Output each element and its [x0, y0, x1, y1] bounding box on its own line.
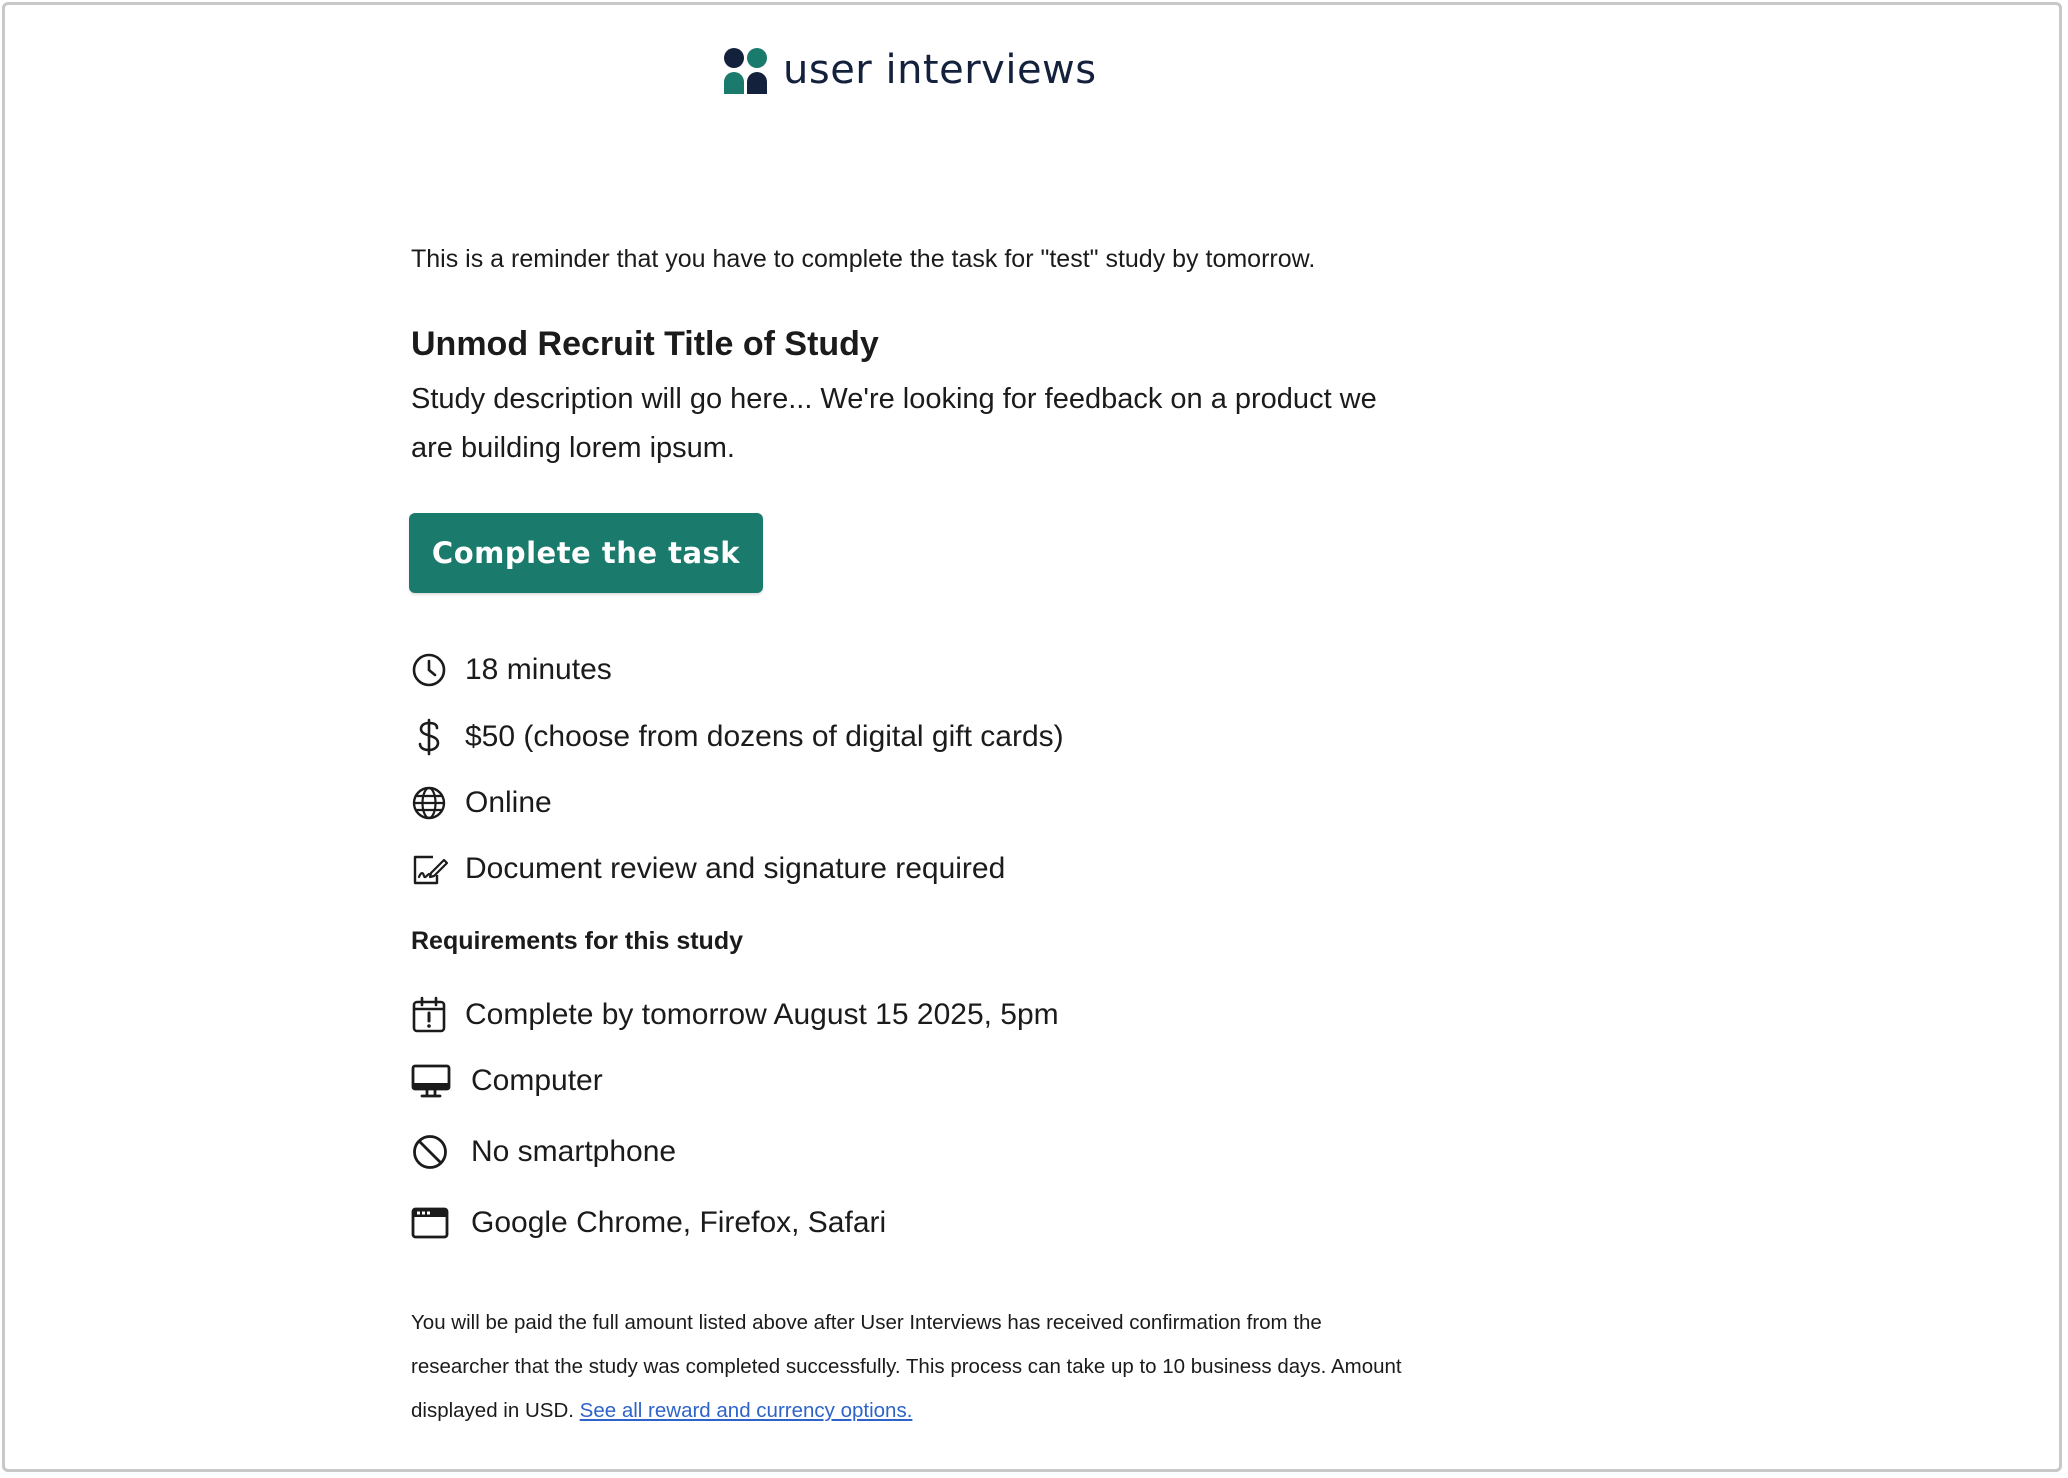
- location-label: Online: [465, 786, 552, 819]
- signature-document-icon: [411, 849, 451, 889]
- browser-window-icon: [411, 1203, 451, 1243]
- calendar-alert-icon: [411, 995, 451, 1035]
- payment-note-text: You will be paid the full amount listed above after User Interviews has received confirmation from the researcher that the study was completed successfully. This process can take up to 10 business days. Amount displayed in USD.: [411, 1311, 1402, 1422]
- monitor-icon: [411, 1061, 451, 1101]
- study-description: Study description will go here... We're looking for feedback on a product we are building lorem ipsum.: [411, 383, 1377, 464]
- brand-name: user interviews: [783, 47, 1097, 93]
- payment-note: [411, 1301, 1411, 1433]
- study-title: Unmod Recruit Title of Study: [411, 325, 879, 363]
- document-label: Document review and signature required: [465, 852, 1006, 885]
- globe-icon: [411, 783, 451, 823]
- detail-document: [411, 847, 1005, 891]
- requirement-smartphone: [411, 1130, 676, 1174]
- requirement-browsers: [411, 1201, 886, 1245]
- browsers-label: Google Chrome, Firefox, Safari: [471, 1206, 887, 1239]
- reward-options-link[interactable]: See all reward and currency options.: [579, 1399, 913, 1422]
- brand-logo[interactable]: [721, 43, 1097, 97]
- duration-label: 18 minutes: [465, 653, 612, 686]
- deadline-label: Complete by tomorrow August 15 2025, 5pm: [465, 998, 1059, 1031]
- requirements-heading: Requirements for this study: [411, 927, 743, 955]
- reward-label: $50 (choose from dozens of digital gift cards): [465, 720, 1064, 753]
- detail-reward: [411, 715, 1064, 759]
- requirement-device: [411, 1059, 603, 1103]
- reminder-text: This is a reminder that you have to complete the task for "test" study by tomorrow.: [411, 245, 1316, 273]
- email-frame: [2, 2, 2062, 1472]
- no-entry-icon: [411, 1132, 451, 1172]
- detail-location: [411, 781, 552, 825]
- device-label: Computer: [471, 1064, 603, 1097]
- dollar-icon: [411, 717, 451, 757]
- detail-duration: [411, 648, 612, 692]
- smartphone-label: No smartphone: [471, 1135, 677, 1168]
- user-interviews-logo-icon: [721, 45, 771, 95]
- requirement-deadline: [411, 993, 1059, 1037]
- clock-icon: [411, 650, 451, 690]
- complete-task-button[interactable]: Complete the task: [409, 513, 763, 593]
